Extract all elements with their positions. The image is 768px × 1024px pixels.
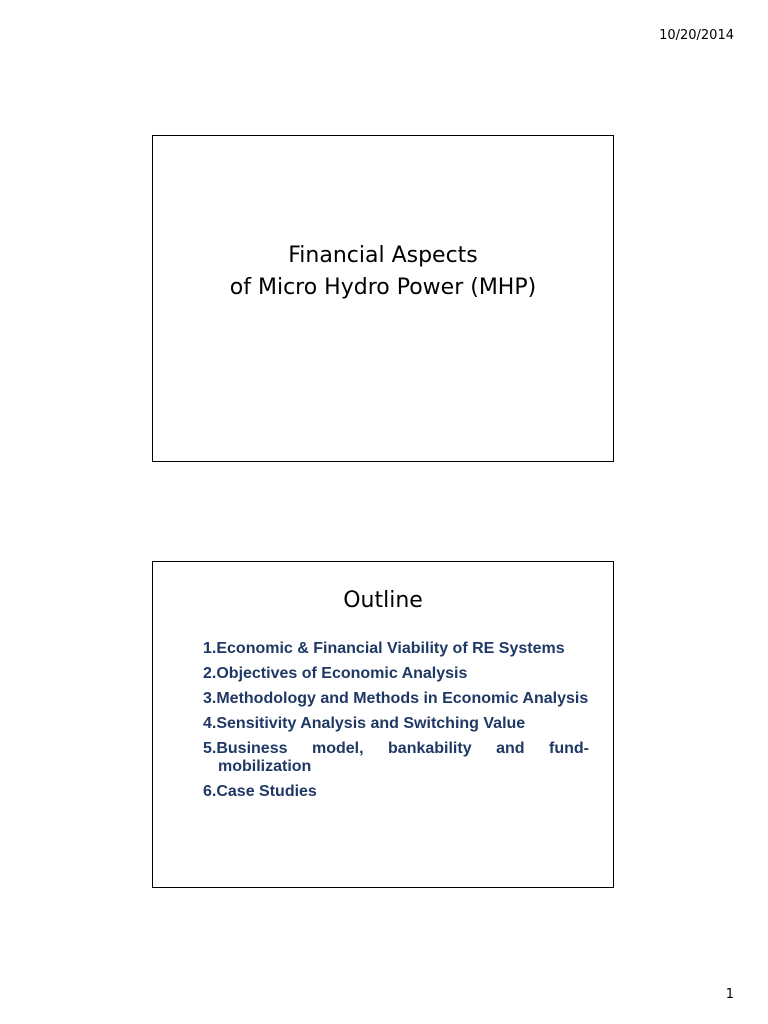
slide-title-line-2: of Micro Hydro Power (MHP) [229,275,537,300]
outline-item: 6.Case Studies [203,783,317,800]
outline-item: 5.Business model, bankability and fund-mobilization [203,740,589,775]
slide-title-line-1: Financial Aspects [288,243,478,268]
outline-item: 2.Objectives of Economic Analysis [203,665,468,682]
outline-item: 1.Economic & Financial Viability of RE Systems [203,640,565,657]
outline-heading: Outline [343,588,423,613]
outline-slide [152,561,614,888]
outline-item: 4.Sensitivity Analysis and Switching Value [203,715,526,732]
outline-item: 3.Methodology and Methods in Economic Analysis [203,690,589,707]
slide-title [153,240,613,304]
title-slide [152,135,614,462]
page-number: 1 [725,987,734,1002]
outline-list [203,640,589,808]
page-date: 10/20/2014 [659,28,734,43]
